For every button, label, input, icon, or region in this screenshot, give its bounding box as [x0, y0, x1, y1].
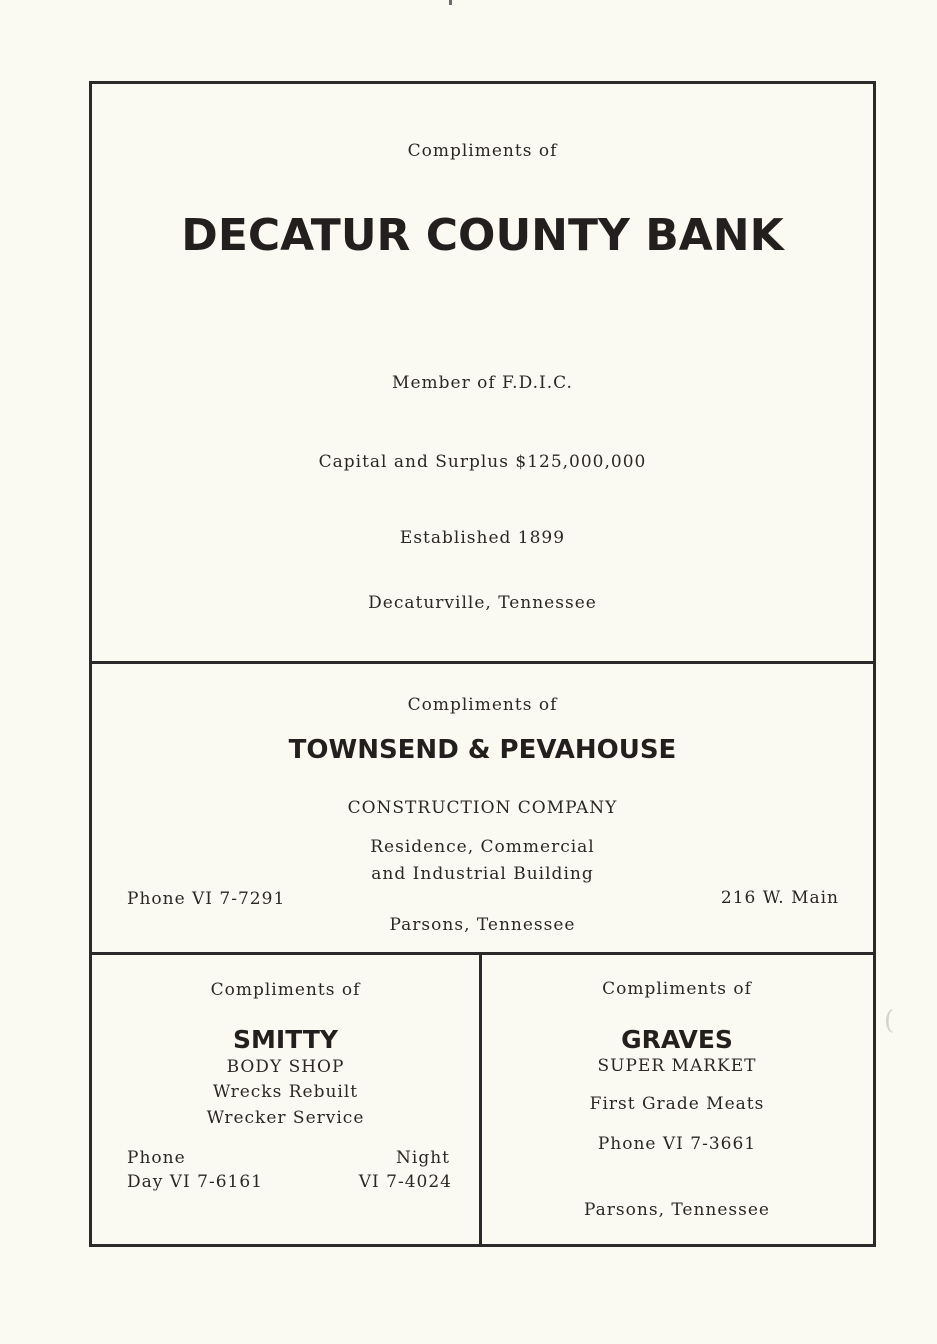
bodyshop-phone-label: Phone [127, 1148, 186, 1168]
bodyshop-name: SMITTY [233, 1025, 338, 1054]
bodyshop-day-phone: Day VI 7-6161 [127, 1172, 263, 1192]
construction-compliments: Compliments of [407, 695, 558, 715]
bodyshop-compliments: Compliments of [210, 980, 361, 1000]
market-line1: First Grade Meats [589, 1094, 765, 1114]
construction-line1: Residence, Commercial [370, 837, 595, 857]
market-name: GRAVES [621, 1025, 733, 1054]
bank-name: DECATUR COUNTY BANK [181, 210, 784, 261]
construction-type: CONSTRUCTION COMPANY [347, 798, 618, 818]
bank-member: Member of F.D.I.C. [392, 373, 573, 393]
construction-phone: Phone VI 7-7291 [127, 889, 286, 909]
bodyshop-night-label: Night [396, 1148, 450, 1168]
market-location: Parsons, Tennessee [584, 1200, 770, 1220]
bank-compliments: Compliments of [407, 141, 558, 161]
construction-line2: and Industrial Building [371, 864, 594, 884]
divider-construction [89, 952, 876, 955]
market-compliments: Compliments of [602, 979, 752, 999]
market-type: SUPER MARKET [597, 1056, 757, 1076]
construction-location: Parsons, Tennessee [389, 915, 576, 935]
bank-established: Established 1899 [399, 528, 566, 548]
bodyshop-night-phone: VI 7-4024 [358, 1172, 452, 1192]
bodyshop-type: BODY SHOP [226, 1057, 345, 1077]
market-phone: Phone VI 7-3661 [597, 1134, 757, 1154]
bodyshop-line2: Wrecker Service [206, 1108, 365, 1128]
divider-bank [89, 661, 876, 664]
construction-name: TOWNSEND & PEVAHOUSE [288, 735, 677, 765]
page-edge-mark: ( [884, 1006, 895, 1036]
page-mark [449, 0, 452, 5]
bank-capital: Capital and Surplus $125,000,000 [318, 452, 647, 472]
construction-address: 216 W. Main [720, 888, 839, 908]
bank-location: Decaturville, Tennessee [368, 593, 597, 613]
bodyshop-line1: Wrecks Rebuilt [212, 1082, 359, 1102]
